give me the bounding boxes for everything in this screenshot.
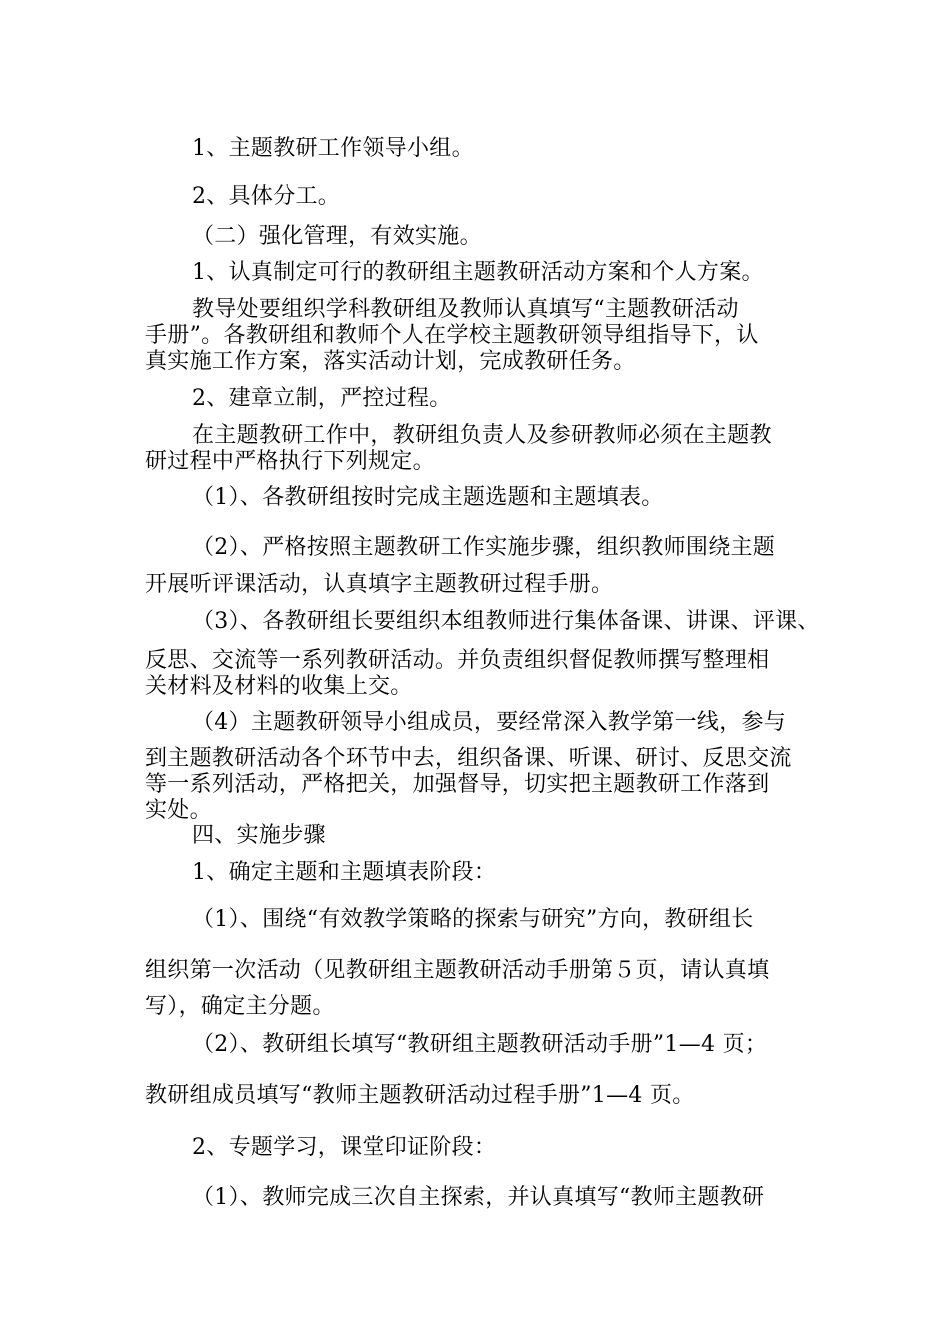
paragraph-line: 反思、交流等一系列教研活动。并负责组织督促教师撰写整理相	[145, 648, 770, 673]
paragraph-line: 2、建章立制，严控过程。	[192, 386, 452, 411]
paragraph-line: （4）主题教研领导小组成员，要经常深入教学第一线，参与	[192, 710, 787, 735]
paragraph-line: （1）、各教研组按时完成主题选题和主题填表。	[192, 485, 664, 510]
section-heading: （二）强化管理，有效实施。	[192, 224, 482, 249]
paragraph-line: 等一系列活动，严格把关，加强督导，切实把主题教研工作落到	[145, 772, 770, 797]
paragraph-line: 组织第一次活动（见教研组主题教研活动手册第５页，请认真填	[145, 958, 770, 983]
paragraph-line: 手册”。各教研组和教师个人在学校主题教研领导组指导下，认	[145, 323, 759, 348]
paragraph-line: 在主题教研工作中，教研组负责人及参研教师必须在主题教	[192, 423, 772, 448]
paragraph-line: （2）、严格按照主题教研工作实施步骤，组织教师围绕主题	[192, 535, 776, 560]
paragraph-line: 到主题教研活动各个环节中去，组织备课、听课、研讨、反思交流	[145, 746, 792, 771]
paragraph-line: 实处。	[145, 798, 212, 823]
paragraph-line: 2、专题学习，课堂印证阶段：	[192, 1135, 497, 1160]
paragraph-line: 开展听评课活动，认真填字主题教研过程手册。	[145, 572, 614, 597]
section-heading: 四、实施步骤	[192, 823, 326, 848]
paragraph-line: （3）、各教研组长要组织本组教师进行集体备课、讲课、评课、	[192, 609, 820, 634]
paragraph-line: 教导处要组织学科教研组及教师认真填写“主题教研活动	[192, 297, 739, 322]
paragraph-line: （1）、围绕“有效教学策略的探索与研究”方向，教研组长	[192, 907, 754, 932]
paragraph-line: 写），确定主分题。	[145, 994, 335, 1019]
paragraph-line: 1、认真制定可行的教研组主题教研活动方案和个人方案。	[192, 260, 764, 285]
paragraph-line: 真实施工作方案，落实活动计划，完成教研任务。	[145, 349, 636, 374]
paragraph-line: 研过程中严格执行下列规定。	[145, 449, 435, 474]
paragraph-line: （2）、教研组长填写“教研组主题教研活动手册”1—4 页；	[192, 1032, 768, 1057]
paragraph-line: 2、具体分工。	[192, 184, 341, 209]
paragraph-line: （1）、教师完成三次自主探索，并认真填写“教师主题教研	[192, 1185, 765, 1210]
paragraph-line: 1、确定主题和主题填表阶段：	[192, 860, 497, 885]
paragraph-line: 关材料及材料的收集上交。	[145, 674, 413, 699]
paragraph-line: 教研组成员填写“教师主题教研活动过程手册”1—4 页。	[145, 1083, 695, 1108]
paragraph-line: 1、主题教研工作领导小组。	[192, 136, 474, 161]
